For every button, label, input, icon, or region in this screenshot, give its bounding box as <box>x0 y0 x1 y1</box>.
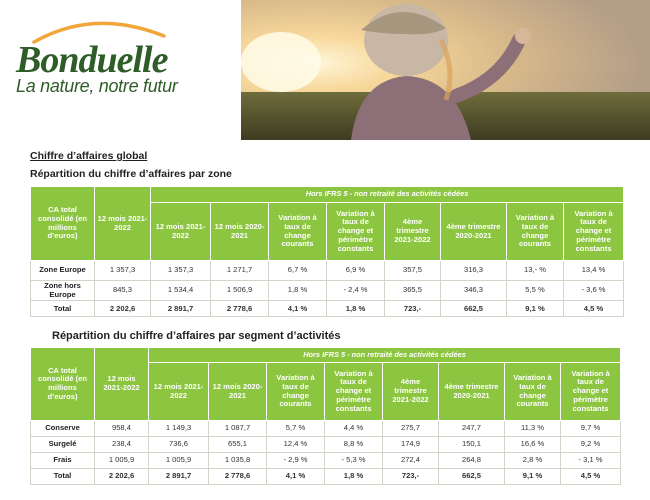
table-row <box>31 421 621 437</box>
table-cell: 845,3 <box>95 281 151 301</box>
table-cell: 272,4 <box>383 453 439 469</box>
table-cell: 1 357,3 <box>95 261 151 281</box>
heading-revenue-by-segment: Répartition du chiffre d’affaires par segment d’activités <box>52 330 341 342</box>
column-header: 4ème trimestre 2020-2021 <box>441 203 507 261</box>
table-cell: 2 778,6 <box>209 469 267 485</box>
column-header: Variation à taux de change courants <box>269 203 327 261</box>
table-cell: 9,1 % <box>507 301 564 317</box>
table-cell: 4,5 % <box>561 469 621 485</box>
table-cell: 1,8 % <box>325 469 383 485</box>
table-cell: 4,1 % <box>269 301 327 317</box>
column-header: 12 mois 2020-2021 <box>209 363 267 421</box>
table-cell: 723,- <box>385 301 441 317</box>
table-cell: 4,5 % <box>564 301 624 317</box>
table-cell: 13,- % <box>507 261 564 281</box>
column-header: 4ème trimestre 2020-2021 <box>439 363 505 421</box>
table-cell: 9,2 % <box>561 437 621 453</box>
column-header-ca-total: CA total consolidé (en millions d’euros) <box>31 348 95 421</box>
column-header: 12 mois 2021-2022 <box>151 203 211 261</box>
table-cell: 662,5 <box>441 301 507 317</box>
table-cell: 1 035,8 <box>209 453 267 469</box>
row-label: Total <box>31 469 95 485</box>
table-row <box>31 261 624 281</box>
table-cell: 2 202,6 <box>95 469 149 485</box>
column-header: 12 mois 2020-2021 <box>211 203 269 261</box>
row-label: Total <box>31 301 95 317</box>
table-cell: - 2,4 % <box>327 281 385 301</box>
table-row <box>31 437 621 453</box>
table-cell: 357,5 <box>385 261 441 281</box>
row-label: Conserve <box>31 421 95 437</box>
table-cell: 2 778,6 <box>211 301 269 317</box>
table-cell: 958,4 <box>95 421 149 437</box>
column-header: 12 mois 2021-2022 <box>149 363 209 421</box>
revenue-by-zone-table <box>30 186 624 317</box>
table-cell: 11,3 % <box>505 421 561 437</box>
row-label: Frais <box>31 453 95 469</box>
table-cell: 346,3 <box>441 281 507 301</box>
table-cell: 1 357,3 <box>151 261 211 281</box>
table-cell: 9,1 % <box>505 469 561 485</box>
table-cell: 736,6 <box>149 437 209 453</box>
table-row-total <box>31 469 621 485</box>
table-cell: 1,8 % <box>269 281 327 301</box>
table-row <box>31 281 624 301</box>
table-cell: 4,1 % <box>267 469 325 485</box>
column-header: Variation à taux de change et périmètre constants <box>561 363 621 421</box>
ifrs5-banner: Hors IFRS 5 - non retraité des activités cédées <box>151 187 624 203</box>
column-header: Variation à taux de change courants <box>267 363 325 421</box>
table-cell: 5,7 % <box>267 421 325 437</box>
table-cell: 316,3 <box>441 261 507 281</box>
table-cell: 1 506,9 <box>211 281 269 301</box>
column-header: Variation à taux de change et périmètre constants <box>327 203 385 261</box>
column-header: 4ème trimestre 2021-2022 <box>385 203 441 261</box>
table-cell: 150,1 <box>439 437 505 453</box>
table-cell: 1 534,4 <box>151 281 211 301</box>
table-cell: 12,4 % <box>267 437 325 453</box>
column-header-ca-total: CA total consolidé (en millions d’euros) <box>31 187 95 261</box>
table-cell: 4,4 % <box>325 421 383 437</box>
child-in-field-photo <box>241 0 650 140</box>
table-row <box>31 453 621 469</box>
table-cell: 174,9 <box>383 437 439 453</box>
table-cell: 655,1 <box>209 437 267 453</box>
table-cell: - 3,6 % <box>564 281 624 301</box>
table-cell: 6,9 % <box>327 261 385 281</box>
table-cell: 2 891,7 <box>151 301 211 317</box>
brand-tagline: La nature, notre futur <box>16 76 178 96</box>
row-label: Surgelé <box>31 437 95 453</box>
table-cell: 1 149,3 <box>149 421 209 437</box>
table-cell: 2 891,7 <box>149 469 209 485</box>
svg-text:Bonduelle: Bonduelle <box>16 39 168 80</box>
ifrs5-banner: Hors IFRS 5 - non retraité des activités cédées <box>149 348 621 363</box>
column-header: Variation à taux de change et périmètre constants <box>564 203 624 261</box>
table-cell: 5,5 % <box>507 281 564 301</box>
table-cell: - 2,9 % <box>267 453 325 469</box>
table-cell: 723,- <box>383 469 439 485</box>
table-cell: 365,5 <box>385 281 441 301</box>
column-header-12-months: 12 mois 2021-2022 <box>95 187 151 261</box>
table-cell: 2 202,6 <box>95 301 151 317</box>
table-cell: 275,7 <box>383 421 439 437</box>
table-cell: 1,8 % <box>327 301 385 317</box>
table-cell: 8,8 % <box>325 437 383 453</box>
table-cell: 1 087,7 <box>209 421 267 437</box>
table-cell: 1 271,7 <box>211 261 269 281</box>
table-cell: 16,6 % <box>505 437 561 453</box>
column-header: Variation à taux de change courants <box>507 203 564 261</box>
column-header: Variation à taux de change et périmètre constants <box>325 363 383 421</box>
table-cell: 9,7 % <box>561 421 621 437</box>
heading-global-revenue: Chiffre d’affaires global <box>30 150 148 162</box>
bonduelle-logo <box>14 14 194 114</box>
column-header-12-months: 12 mois 2021-2022 <box>95 348 149 421</box>
heading-revenue-by-zone: Répartition du chiffre d’affaires par zone <box>30 168 232 180</box>
table-cell: 238,4 <box>95 437 149 453</box>
column-header: 4ème trimestre 2021-2022 <box>383 363 439 421</box>
table-cell: 2,8 % <box>505 453 561 469</box>
table-cell: 662,5 <box>439 469 505 485</box>
table-cell: 264,8 <box>439 453 505 469</box>
table-cell: - 3,1 % <box>561 453 621 469</box>
table-cell: 247,7 <box>439 421 505 437</box>
table-cell: - 5,3 % <box>325 453 383 469</box>
row-label: Zone hors Europe <box>31 281 95 301</box>
table-cell: 13,4 % <box>564 261 624 281</box>
table-cell: 6,7 % <box>269 261 327 281</box>
column-header: Variation à taux de change courants <box>505 363 561 421</box>
table-cell: 1 005,9 <box>95 453 149 469</box>
table-row-total <box>31 301 624 317</box>
table-cell: 1 005,9 <box>149 453 209 469</box>
row-label: Zone Europe <box>31 261 95 281</box>
revenue-by-segment-table <box>30 347 621 485</box>
